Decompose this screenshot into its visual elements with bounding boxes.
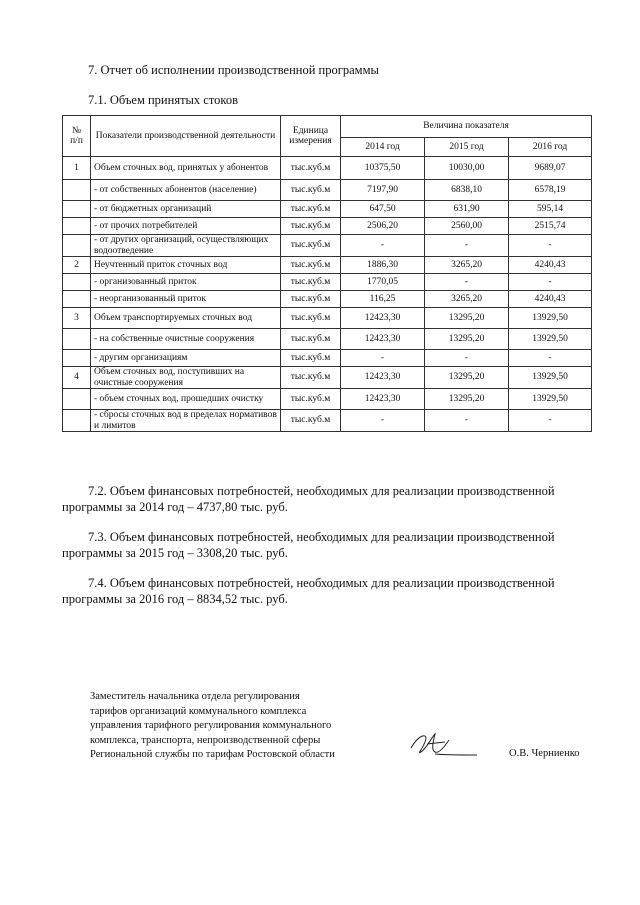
row-indicator: - организованный приток <box>91 274 281 291</box>
signatory-line: тарифов организаций коммунального комплекса <box>90 705 307 717</box>
row-indicator: - неорганизованный приток <box>91 291 281 308</box>
row-indicator: Объем транспортируемых сточных вод <box>91 308 281 329</box>
signatory-name: О.В. Черниенко <box>509 748 580 759</box>
signatory-line: Заместитель начальника отдела регулирования <box>90 691 300 702</box>
row-value-2016: 13929,50 <box>509 329 592 350</box>
row-unit: тыс.куб.м <box>281 274 341 291</box>
row-value-2014: - <box>341 350 425 367</box>
row-value-2014: 647,50 <box>341 201 425 218</box>
row-number <box>63 291 91 308</box>
row-unit: тыс.куб.м <box>281 218 341 235</box>
row-number: 1 <box>63 157 91 180</box>
paragraph-continuation: программы за 2014 год – 4737,80 тыс. руб. <box>62 500 288 514</box>
row-value-2015: 13295,20 <box>425 329 509 350</box>
row-value-2014: 1770,05 <box>341 274 425 291</box>
row-unit: тыс.куб.м <box>281 235 341 257</box>
row-indicator: - от других организаций, осуществляющих водоотведение <box>91 235 281 257</box>
table-row <box>63 410 592 432</box>
row-indicator: - от прочих потребителей <box>91 218 281 235</box>
header-indicator: Показатели производственной деятельности <box>91 116 281 157</box>
row-indicator: - объем сточных вод, прошедших очистку <box>91 389 281 410</box>
row-value-2016: - <box>509 235 592 257</box>
row-value-2016: 2515,74 <box>509 218 592 235</box>
row-value-2014: - <box>341 235 425 257</box>
signatory-line: Региональной службы по тарифам Ростовской области <box>90 749 335 761</box>
row-value-2016: - <box>509 410 592 432</box>
row-number <box>63 218 91 235</box>
row-value-2016: - <box>509 274 592 291</box>
row-unit: тыс.куб.м <box>281 367 341 389</box>
row-value-2016: 595,14 <box>509 201 592 218</box>
row-value-2014: - <box>341 410 425 432</box>
row-value-2014: 10375,50 <box>341 157 425 180</box>
row-indicator: Объем сточных вод, принятых у абонентов <box>91 157 281 180</box>
row-value-2014: 12423,30 <box>341 389 425 410</box>
row-value-2015: 2560,00 <box>425 218 509 235</box>
subsection-title: 7.1. Объем принятых стоков <box>88 93 238 107</box>
row-value-2016: 4240,43 <box>509 291 592 308</box>
table-row <box>63 157 592 180</box>
row-value-2014: 12423,30 <box>341 367 425 389</box>
row-value-2014: 12423,30 <box>341 329 425 350</box>
header-year: 2015 год <box>425 138 509 157</box>
row-unit: тыс.куб.м <box>281 410 341 432</box>
signatory-line: управления тарифного регулирования коммунального <box>90 720 332 732</box>
row-unit: тыс.куб.м <box>281 350 341 367</box>
row-value-2016: 13929,50 <box>509 367 592 389</box>
row-unit: тыс.куб.м <box>281 201 341 218</box>
table-row <box>63 308 592 329</box>
row-unit: тыс.куб.м <box>281 291 341 308</box>
row-indicator: - от бюджетных организаций <box>91 201 281 218</box>
paragraph-first-line: 7.3. Объем финансовых потребностей, необходимых для реализации производственной <box>88 530 555 544</box>
row-indicator: Неучтенный приток сточных вод <box>91 257 281 274</box>
row-indicator: - на собственные очистные сооружения <box>91 329 281 350</box>
paragraph-first-line: 7.2. Объем финансовых потребностей, необходимых для реализации производственной <box>88 484 555 498</box>
row-number: 3 <box>63 308 91 329</box>
row-value-2015: - <box>425 410 509 432</box>
row-unit: тыс.куб.м <box>281 157 341 180</box>
table-row <box>63 329 592 350</box>
row-number <box>63 180 91 201</box>
row-value-2015: 13295,20 <box>425 308 509 329</box>
wastewater-volume-table <box>62 115 592 432</box>
row-number: 4 <box>63 367 91 389</box>
row-unit: тыс.куб.м <box>281 389 341 410</box>
table-row <box>63 389 592 410</box>
header-unit: Единица измерения <box>281 116 341 157</box>
paragraph-continuation: программы за 2015 год – 3308,20 тыс. руб. <box>62 546 288 560</box>
row-number <box>63 329 91 350</box>
row-value-2014: 2506,20 <box>341 218 425 235</box>
row-value-2015: 13295,20 <box>425 389 509 410</box>
row-value-2014: 1886,30 <box>341 257 425 274</box>
paragraph-continuation: программы за 2016 год – 8834,52 тыс. руб. <box>62 592 288 606</box>
row-value-2014: 116,25 <box>341 291 425 308</box>
row-indicator: - другим организациям <box>91 350 281 367</box>
paragraph-7-4 <box>62 575 592 607</box>
signatory-line: комплекса, транспорта, непроизводственной сферы <box>90 734 321 746</box>
row-value-2016: 4240,43 <box>509 257 592 274</box>
section-title: 7. Отчет об исполнении производственной программы <box>88 63 379 77</box>
row-number <box>63 235 91 257</box>
row-value-2015: - <box>425 235 509 257</box>
table-row <box>63 350 592 367</box>
row-number <box>63 274 91 291</box>
row-value-2016: 9689,07 <box>509 157 592 180</box>
row-value-2015: 631,90 <box>425 201 509 218</box>
row-value-2016: - <box>509 350 592 367</box>
row-value-2015: 6838,10 <box>425 180 509 201</box>
header-value-group: Величина показателя <box>341 116 592 138</box>
row-value-2015: - <box>425 274 509 291</box>
table-row <box>63 201 592 218</box>
paragraph-first-line: 7.4. Объем финансовых потребностей, необходимых для реализации производственной <box>88 576 555 590</box>
row-number: 2 <box>63 257 91 274</box>
signatory-position <box>90 690 390 763</box>
row-value-2014: 12423,30 <box>341 308 425 329</box>
paragraph-7-3 <box>62 529 592 561</box>
table-row <box>63 218 592 235</box>
row-value-2014: 7197,90 <box>341 180 425 201</box>
header-num: № п/п <box>63 116 91 157</box>
row-value-2016: 13929,50 <box>509 389 592 410</box>
row-value-2016: 6578,19 <box>509 180 592 201</box>
row-indicator: - от собственных абонентов (население) <box>91 180 281 201</box>
table-row <box>63 291 592 308</box>
row-value-2015: 13295,20 <box>425 367 509 389</box>
row-indicator: - сбросы сточных вод в пределах нормативов и лимитов <box>91 410 281 432</box>
header-year: 2014 год <box>341 138 425 157</box>
table-row <box>63 180 592 201</box>
row-unit: тыс.куб.м <box>281 308 341 329</box>
row-value-2015: 10030,00 <box>425 157 509 180</box>
table-row <box>63 367 592 389</box>
row-number <box>63 389 91 410</box>
row-indicator: Объем сточных вод, поступивших на очистные сооружения <box>91 367 281 389</box>
row-value-2016: 13929,50 <box>509 308 592 329</box>
row-value-2015: 3265,20 <box>425 291 509 308</box>
header-year: 2016 год <box>509 138 592 157</box>
table-row <box>63 257 592 274</box>
paragraph-7-2 <box>62 483 592 515</box>
row-unit: тыс.куб.м <box>281 180 341 201</box>
row-unit: тыс.куб.м <box>281 329 341 350</box>
handwritten-signature <box>405 728 480 762</box>
table-row <box>63 274 592 291</box>
row-value-2015: - <box>425 350 509 367</box>
row-number <box>63 350 91 367</box>
table-row <box>63 235 592 257</box>
row-number <box>63 410 91 432</box>
row-number <box>63 201 91 218</box>
row-value-2015: 3265,20 <box>425 257 509 274</box>
row-unit: тыс.куб.м <box>281 257 341 274</box>
